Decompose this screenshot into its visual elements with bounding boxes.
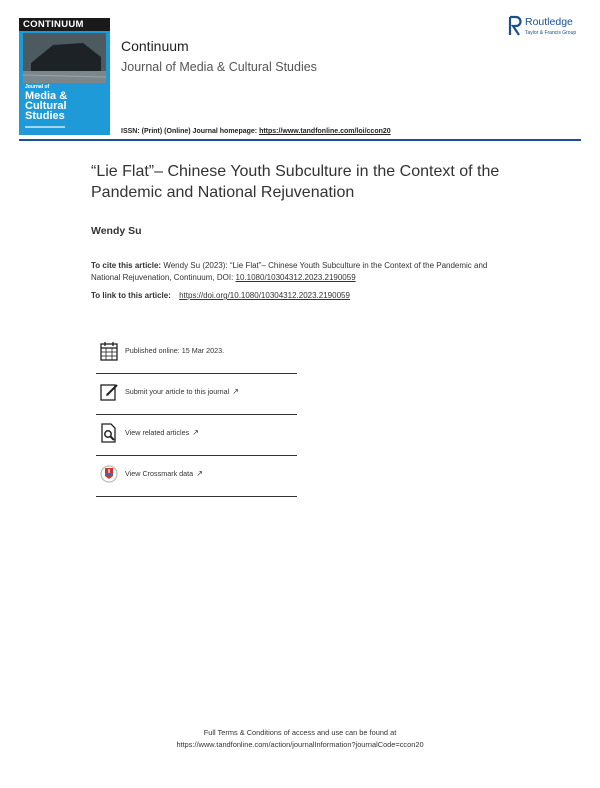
external-link-icon: ↗ xyxy=(192,428,199,437)
article-title: “Lie Flat”– Chinese Youth Subculture in the Context of the Pandemic and National Rejuvenation xyxy=(91,163,500,201)
issn-label: ISSN: (Print) (Online) Journal homepage: xyxy=(121,128,258,135)
publisher-name: Routledge xyxy=(525,16,573,28)
issn-line xyxy=(121,128,391,135)
citation-label: To cite this article: xyxy=(91,261,162,270)
cover-decoration xyxy=(25,126,65,128)
related-articles-label: View related articles xyxy=(125,428,190,437)
article-link-label: To link to this article: xyxy=(91,291,171,300)
journal-cover xyxy=(19,18,110,135)
cover-title-line1: Media & xyxy=(25,90,68,102)
article-author: Wendy Su xyxy=(91,225,142,237)
related-articles-row[interactable] xyxy=(96,414,297,456)
journal-name: Continuum xyxy=(121,38,189,54)
routledge-r-icon xyxy=(508,15,522,37)
related-articles-link[interactable] xyxy=(125,428,199,437)
footer-terms: Full Terms & Conditions of access and use can be found at xyxy=(203,728,397,737)
submit-article-link[interactable] xyxy=(125,387,239,396)
cover-title-line3: Studies xyxy=(25,110,65,122)
publisher-logo xyxy=(508,15,594,41)
footer-url[interactable]: https://www.tandfonline.com/action/journalInformation?journalCode=ccon20 xyxy=(176,740,424,749)
submit-article-label: Submit your article to this journal xyxy=(125,387,230,396)
crossmark-label: View Crossmark data xyxy=(125,469,194,478)
external-link-icon: ↗ xyxy=(196,469,203,478)
crossmark-icon xyxy=(100,464,118,484)
edit-icon xyxy=(100,382,118,402)
journal-subtitle: Journal of Media & Cultural Studies xyxy=(121,60,317,74)
published-row xyxy=(96,332,297,374)
article-link-line xyxy=(91,291,350,300)
journal-homepage-link[interactable]: https://www.tandfonline.com/loi/ccon20 xyxy=(259,128,391,135)
article-doi-link[interactable]: https://doi.org/10.1080/10304312.2023.2190059 xyxy=(179,291,350,300)
calendar-icon xyxy=(100,341,118,361)
cover-banner xyxy=(19,18,110,31)
external-link-icon: ↗ xyxy=(232,387,239,396)
related-articles-icon xyxy=(100,423,118,443)
crossmark-row[interactable] xyxy=(96,455,297,497)
publisher-tagline: Taylor & Francis Group xyxy=(525,30,577,36)
citation-doi-link[interactable]: 10.1080/10304312.2023.2190059 xyxy=(235,273,356,282)
cover-title-line2: Cultural xyxy=(25,100,67,112)
cover-photo xyxy=(23,33,106,83)
header-divider xyxy=(19,139,581,141)
submit-article-row[interactable] xyxy=(96,373,297,415)
citation-block xyxy=(91,260,511,284)
citation-text: Wendy Su (2023): “Lie Flat”– Chinese Youth Subculture in the Context of the Pandemic and National Rejuvenation, Continuum, DOI: xyxy=(91,261,488,282)
cover-banner-text: CONTINUUM xyxy=(23,19,84,30)
cover-title-small: Journal of xyxy=(25,84,50,90)
published-date: Published online: 15 Mar 2023. xyxy=(125,346,225,355)
cover-title xyxy=(25,84,67,121)
crossmark-link[interactable] xyxy=(125,469,203,478)
cover-landscape-icon xyxy=(23,33,106,83)
